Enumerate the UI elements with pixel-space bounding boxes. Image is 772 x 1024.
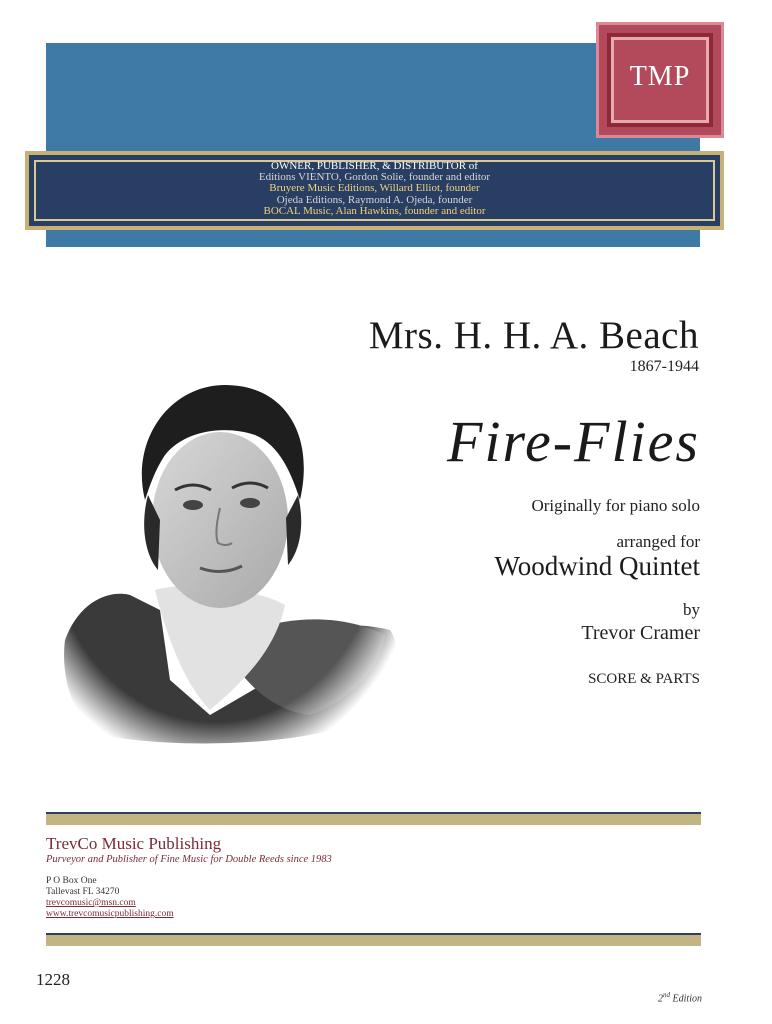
website-link[interactable]: www.trevcomusicpublishing.com	[46, 909, 174, 919]
edition-word: Edition	[672, 993, 702, 1005]
ensemble-name: Woodwind Quintet	[494, 551, 700, 581]
score-parts-label: SCORE & PARTS	[588, 671, 700, 687]
footer-top-rule	[46, 812, 701, 825]
edition-suffix: nd	[663, 991, 671, 999]
address-line-2: Tallevast FL 34270	[46, 887, 120, 897]
by-label: by	[683, 600, 700, 619]
owner-line-4: Ojeda Editions, Raymond A. Ojeda, founder	[276, 193, 473, 206]
footer-bottom-rule	[46, 933, 701, 946]
composer-name: Mrs. H. H. A. Beach	[368, 314, 699, 357]
owner-lines	[29, 161, 720, 217]
edition-number: 2	[658, 993, 664, 1005]
email-link[interactable]: trevcomusic@msn.com	[46, 898, 136, 908]
composer-dates: 1867-1944	[629, 358, 699, 375]
edition-label	[658, 991, 702, 1004]
piece-title: Fire-Flies	[447, 409, 700, 474]
owner-line-1: OWNER, PUBLISHER, & DISTRIBUTOR of	[271, 160, 478, 172]
owner-publisher-box	[25, 151, 724, 230]
logo-text: TMP	[629, 61, 691, 92]
publisher-name: TrevCo Music Publishing	[46, 834, 222, 853]
address-line-1: P O Box One	[46, 876, 97, 886]
arranged-for-label: arranged for	[616, 532, 700, 551]
publisher-tagline: Purveyor and Publisher of Fine Music for Double Reeds since 1983	[46, 854, 332, 865]
original-instrumentation: Originally for piano solo	[531, 496, 700, 515]
tmp-logo	[596, 22, 724, 138]
owner-line-5: BOCAL Music, Alan Hawkins, founder and editor	[263, 204, 486, 217]
catalog-number: 1228	[36, 970, 70, 989]
arranger-name: Trevor Cramer	[581, 622, 700, 644]
owner-line-2: Editions VIENTO, Gordon Solie, founder and editor	[258, 171, 491, 184]
composer-portrait	[60, 350, 405, 750]
owner-line-3: Bruyere Music Editions, Willard Elliot, founder	[269, 182, 480, 195]
